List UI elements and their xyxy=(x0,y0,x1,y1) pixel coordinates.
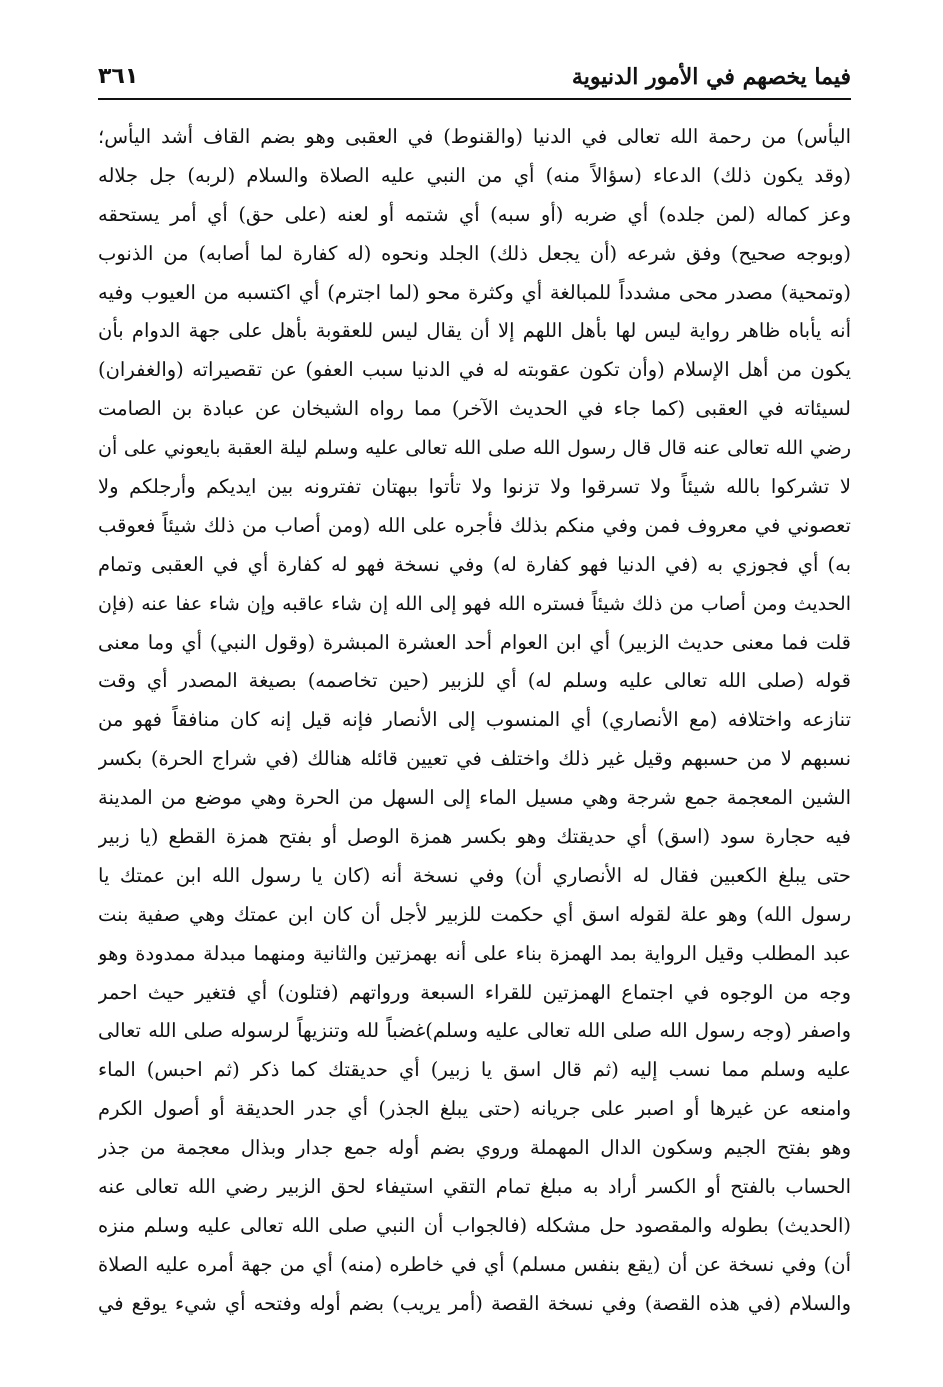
text-line: تعصوني في معروف فمن وفي منكم بذلك فأجره على الله (ومن أصاب من ذلك شيئاً فعوقب xyxy=(98,513,851,537)
text-line: (وتمحية) مصدر محى مشدداً للمبالغة أي وكثرة محو (لما اجترم) أي اكتسبه من العيوب وفيه xyxy=(98,280,851,304)
text-line: وجه من الوجوه في اجتماع الهمزتين للقراء السبعة ورواتهم (فتلون) أي فتغير حيث احمر xyxy=(98,980,851,1004)
text-line: لسيئاته في العقبى (كما جاء في الحديث الآخر) مما رواه الشيخان عن عبادة بن الصامت xyxy=(98,397,851,421)
text-line: تنازعه واختلافه (مع الأنصاري) أي المنسوب إلى الأنصار فإنه قيل إنه كان منافقاً فهو من xyxy=(98,708,851,732)
text-line: الشين المعجمة جمع شرجة وهي مسيل الماء إلى السهل من الحرة وهي موضع من المدينة xyxy=(98,786,851,810)
text-line: (وقد يكون ذلك) الدعاء (سؤالاً منه) أي من النبي عليه الصلاة والسلام (لربه) جل جلاله xyxy=(98,163,851,187)
text-line: والسلام (في هذه القصة) وفي نسخة القصة (أمر يريب) بضم أوله وفتحه أي شيء يوقع في xyxy=(98,1291,851,1315)
page-number: ٣٦١ xyxy=(98,64,139,89)
header-divider xyxy=(98,98,851,100)
text-line: به) أي فجوزي به (في الدنيا فهو كفارة له) وفي نسخة فهو له كفارة أي في العقبى وتمام xyxy=(98,552,851,576)
text-line: لا تشركوا بالله شيئاً ولا تسرقوا ولا تزنوا ولا تأتوا ببهتان تفترونه بين ايديكم وأرجلكم ولا xyxy=(98,475,851,499)
text-line: وامنعه عن غيرها أو اصبر على جريانه (حتى يبلغ الجذر) أي جدر الحديقة أو أصول الكرم xyxy=(98,1097,851,1121)
text-line: قلت فما معنى حديث الزبير) أي ابن العوام أحد العشرة المبشرة (وقول النبي) أي وما معنى xyxy=(98,630,851,654)
text-line: الحساب بالفتح أو الكسر أراد به مبلغ تمام التقي استيفاء لحق الزبير رضي الله تعالى عنه xyxy=(98,1175,851,1199)
text-line: اليأس) من رحمة الله تعالى في الدنيا (والقنوط) في العقبى وهو بضم القاف أشد اليأس؛ xyxy=(98,125,851,148)
text-line: رسول الله) وهو علة لقوله اسق أي حكمت للزبير لأجل أن كان ابن عمتك وهي صفية بنت xyxy=(98,902,851,926)
text-line: (الحديث) بطوله والمقصود حل مشكله (فالجواب أن النبي صلى الله تعالى عليه وسلم منزه xyxy=(98,1213,851,1237)
text-line: (وبوجه صحيح) وفق شرعه (أن يجعل ذلك) الجلد ونحوه (له كفارة لما أصابه) من الذنوب xyxy=(98,241,851,265)
body-text xyxy=(98,118,851,1324)
page-header xyxy=(98,50,851,92)
text-line: واصفر (وجه رسول الله صلى الله تعالى عليه وسلم)غضباً لله وتنزيهاً لرسوله صلى الله تعالى xyxy=(98,1019,851,1043)
text-line: عبد المطلب وقيل الرواية بمد الهمزة بناء على أنه بهمزتين والثانية ومنهما مبدلة ممدودة وهو xyxy=(98,941,851,965)
text-line: أنه يأباه ظاهر رواية ليس لها بأهل اللهم إلا أن يقال ليس للعقوبة بأهل على جهة الدوام بأن xyxy=(98,319,851,343)
text-line: رضي الله تعالى عنه قال قال رسول الله صلى الله تعالى عليه وسلم ليلة العقبة بايعوني على أن xyxy=(98,437,851,460)
text-line: يكون من أهل الإسلام (وأن تكون عقوبته له في الدنيا سبب العفو) عن تقصيراته (والغفران) xyxy=(98,358,851,382)
text-line: وعز كماله (لمن جلده) أي ضربه (أو سبه) أي شتمه أو لعنه (على حق) أي أمر يستحقه xyxy=(98,202,851,226)
text-line: الحديث ومن أصاب من ذلك شيئاً فستره الله فهو إلى الله إن شاء عاقبه وإن شاء عفا عنه (فإن xyxy=(98,592,851,615)
text-line: عليه وسلم مما نسب إليه (ثم قال اسق يا زبير) أي حديقتك كما ذكر (ثم احبس) الماء xyxy=(98,1058,851,1082)
text-line: قوله (صلى الله تعالى عليه وسلم له) أي للزبير (حين تخاصمه) بصيغة المصدر أي وقت xyxy=(98,669,851,693)
running-title: فيما يخصهم في الأمور الدنيوية xyxy=(571,64,851,90)
text-line: فيه حجارة سود (اسق) أي حديقتك وهو بكسر همزة الوصل أو بفتح همزة القطع (يا زبير xyxy=(98,825,851,849)
text-line: نسبهم لا من حسبهم وقيل غير ذلك واختلف في تعيين قائله هنالك (في شراج الحرة) بكسر xyxy=(98,747,851,771)
text-line: حتى يبلغ الكعبين فقال له الأنصاري أن) وفي نسخة أنه (كان يا رسول الله ابن عمتك يا xyxy=(98,863,851,887)
text-line: وهو بفتح الجيم وسكون الدال المهملة وروي بضم أوله جمع جدار وبذال معجمة من جذر xyxy=(98,1136,851,1160)
text-line: أن) وفي نسخة عن أن (يقع بنفس مسلم) أي في خاطره (منه) أي من جهة أمره عليه الصلاة xyxy=(98,1252,851,1276)
